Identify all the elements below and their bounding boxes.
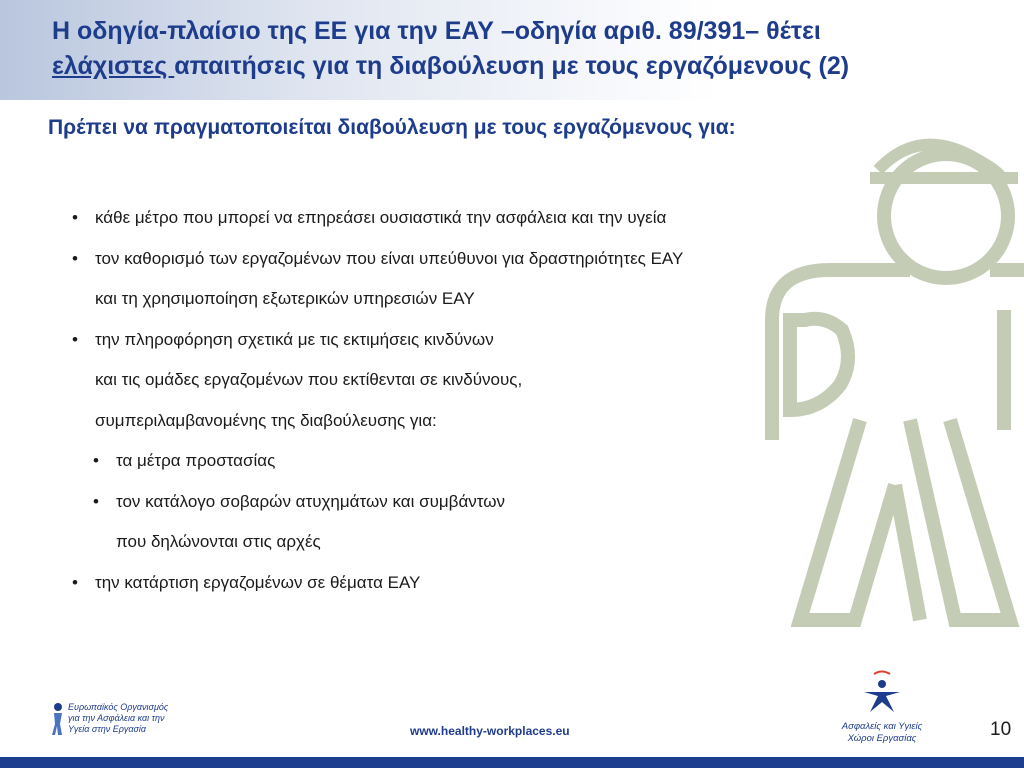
list-item-continuation: και τη χρησιμοποίηση εξωτερικών υπηρεσιών ΕΑΥ	[95, 289, 475, 308]
title-line-1: Η οδηγία-πλαίσιο της ΕΕ για την ΕΑΥ –οδηγία αριθ. 89/391– θέτει	[52, 17, 821, 45]
bullet-icon: •	[72, 208, 78, 227]
campaign-logo-line: Ασφαλείς και Υγιείς	[841, 721, 923, 732]
title-line-2-rest: απαιτήσεις για τη διαβούλευση με τους εργαζόμενους (2)	[174, 52, 850, 80]
sub-list-item	[72, 441, 892, 482]
slide-subtitle: Πρέπει να πραγματοποιείται διαβούλευση με τους εργαζόμενους για:	[48, 116, 736, 139]
list-item-text: τον κατάλογο σοβαρών ατυχημάτων και συμβάντων	[116, 491, 506, 511]
eu-osha-logo	[50, 702, 169, 741]
list-item-text: τον καθορισμό των εργαζομένων που είναι υπεύθυνοι για δραστηριότητες ΕΑΥ	[95, 248, 684, 268]
bottom-bar	[0, 757, 1024, 768]
campaign-logo-line: Χώροι Εργασίας	[847, 733, 917, 744]
bullet-icon: •	[72, 329, 78, 349]
agency-logo-line: Ευρωπαϊκός Οργανισμός	[68, 702, 169, 712]
page-number: 10	[990, 719, 1012, 740]
list-item	[72, 239, 892, 280]
list-item	[72, 563, 892, 604]
list-item-continuation: που δηλώνονται στις αρχές	[116, 532, 321, 551]
list-item-text: την κατάρτιση εργαζομένων σε θέματα ΕΑΥ	[95, 572, 421, 592]
star-figure-icon	[860, 668, 904, 716]
bullet-icon: •	[93, 451, 99, 470]
list-item	[72, 198, 892, 239]
list-item-continuation: συμπεριλαμβανομένης της διαβούλευσης για:	[95, 410, 437, 430]
list-item-continuation: και τις ομάδες εργαζομένων που εκτίθενται σε κινδύνους,	[95, 370, 523, 389]
sub-list-item	[72, 482, 892, 523]
title-underlined-word: ελάχιστες	[52, 52, 175, 80]
agency-figure-icon	[50, 702, 66, 736]
list-item-text: κάθε μέτρο που μπορεί να επηρεάσει ουσιαστικά την ασφάλεια και την υγεία	[95, 208, 667, 227]
list-item	[72, 320, 892, 361]
list-item-text: τα μέτρα προστασίας	[116, 451, 276, 470]
bullet-list	[72, 198, 892, 603]
title-line-2	[52, 49, 982, 84]
list-item-text: την πληροφόρηση σχετικά με τις εκτιμήσεις κινδύνων	[95, 329, 494, 349]
bullet-icon: •	[93, 491, 99, 511]
agency-logo-line: Υγεία στην Εργασία	[68, 724, 147, 734]
bullet-icon: •	[72, 248, 78, 268]
campaign-logo	[832, 668, 932, 745]
bullet-icon: •	[72, 572, 78, 592]
agency-logo-line: για την Ασφάλεια και την	[68, 713, 165, 723]
slide-title	[52, 14, 982, 84]
website-url[interactable]: www.healthy-workplaces.eu	[410, 724, 570, 738]
